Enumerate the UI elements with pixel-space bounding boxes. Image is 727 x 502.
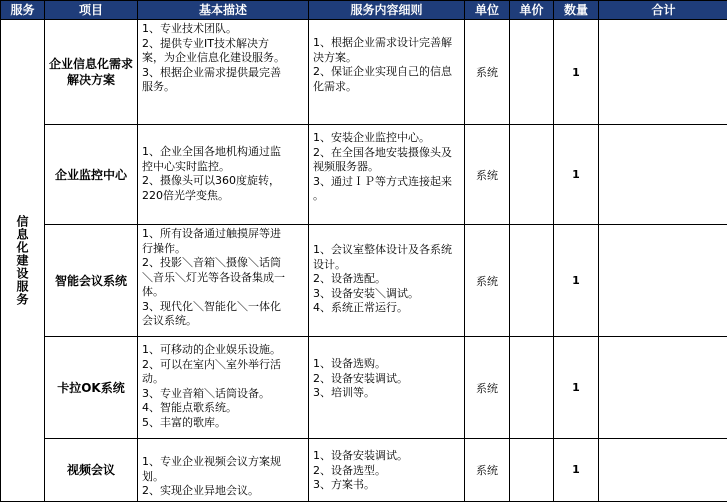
header-price: 单价	[510, 1, 554, 20]
text-line: 1、设备选购。	[313, 357, 461, 372]
text-line: 2、设备安装调试。	[313, 372, 461, 387]
header-quantity: 数量	[554, 1, 599, 20]
text-line: 5、丰富的歌库。	[142, 416, 305, 431]
text-line: 3、根据企业需求提供最完善	[142, 66, 305, 81]
text-line: 3、专业音箱＼话筒设备。	[142, 387, 305, 402]
text-line: 会议系统。	[142, 314, 305, 329]
quantity-cell: 1	[554, 125, 599, 225]
item-cell: 企业监控中心	[45, 125, 138, 225]
table-row	[1, 337, 727, 439]
table-row	[1, 20, 727, 125]
text-line: 2、在全国各地安装摄像头及	[313, 146, 461, 161]
text-line: 2、保证企业实现自己的信息	[313, 65, 461, 80]
header-item: 项目	[45, 1, 138, 20]
price-cell	[510, 125, 554, 225]
text-line: ＼音乐＼灯光等各设备集成一	[142, 271, 305, 286]
text-line: 1、安装企业监控中心。	[313, 131, 461, 146]
text-line: 1、会议室整体设计及各系统	[313, 243, 461, 258]
header-unit: 单位	[465, 1, 510, 20]
text-line: 行操作。	[142, 242, 305, 257]
details-cell	[309, 439, 465, 502]
total-cell	[599, 125, 727, 225]
price-cell	[510, 439, 554, 502]
unit-cell: 系统	[465, 20, 510, 125]
unit-cell: 系统	[465, 439, 510, 502]
text-line: 220倍光学变焦。	[142, 189, 305, 204]
text-line: 4、系统正常运行。	[313, 301, 461, 316]
text-line: 3、通过ＩＰ等方式连接起来	[313, 175, 461, 190]
text-line: 1、专业技术团队。	[142, 22, 305, 37]
price-cell	[510, 225, 554, 337]
text-line: 1、企业全国各地机构通过监	[142, 145, 305, 160]
text-line: 1、专业企业视频会议方案规	[142, 455, 305, 470]
text-line: 案，为企业信息化建设服务。	[142, 51, 305, 66]
description-cell	[138, 20, 309, 125]
text-line: 决方案。	[313, 51, 461, 66]
text-line: 3、现代化＼智能化＼一体化	[142, 300, 305, 315]
quantity-cell: 1	[554, 439, 599, 502]
text-line: 视频服务器。	[313, 160, 461, 175]
text-line: 。	[313, 189, 461, 204]
total-cell	[599, 20, 727, 125]
service-label: 信息化建设服务	[14, 215, 31, 306]
text-line: 4、智能点歌系统。	[142, 401, 305, 416]
total-cell	[599, 225, 727, 337]
header-row	[1, 1, 727, 20]
price-cell	[510, 20, 554, 125]
text-line: 体。	[142, 285, 305, 300]
description-cell	[138, 125, 309, 225]
table-row	[1, 125, 727, 225]
service-cell	[1, 20, 45, 502]
item-cell: 企业信息化需求解决方案	[45, 20, 138, 125]
text-line: 1、根据企业需求设计完善解	[313, 36, 461, 51]
text-line: 2、摄像头可以360度旋转，	[142, 174, 305, 189]
text-line: 动。	[142, 372, 305, 387]
text-line: 化需求。	[313, 80, 461, 95]
table-row	[1, 439, 727, 502]
quantity-cell: 1	[554, 20, 599, 125]
details-cell	[309, 125, 465, 225]
text-line: 2、实现企业异地会议。	[142, 484, 305, 499]
item-cell: 卡拉OK系统	[45, 337, 138, 439]
text-line: 3、设备安装＼调试。	[313, 287, 461, 302]
header-total: 合计	[599, 1, 727, 20]
text-line: 划。	[142, 470, 305, 485]
unit-cell: 系统	[465, 125, 510, 225]
text-line: 1、可移动的企业娱乐设施。	[142, 343, 305, 358]
total-cell	[599, 439, 727, 502]
quantity-cell: 1	[554, 225, 599, 337]
text-line: 设计。	[313, 258, 461, 273]
item-cell: 智能会议系统	[45, 225, 138, 337]
total-cell	[599, 337, 727, 439]
unit-cell: 系统	[465, 337, 510, 439]
header-description: 基本描述	[138, 1, 309, 20]
text-line: 服务。	[142, 80, 305, 95]
description-cell	[138, 225, 309, 337]
details-cell	[309, 337, 465, 439]
unit-cell: 系统	[465, 225, 510, 337]
text-line: 2、设备选型。	[313, 464, 461, 479]
text-line: 1、设备安装调试。	[313, 449, 461, 464]
details-cell	[309, 20, 465, 125]
text-line: 2、提供专业IT技术解决方	[142, 37, 305, 52]
text-line: 控中心实时监控。	[142, 160, 305, 175]
quantity-cell: 1	[554, 337, 599, 439]
details-cell	[309, 225, 465, 337]
description-cell	[138, 439, 309, 502]
price-cell	[510, 337, 554, 439]
table-row	[1, 225, 727, 337]
description-cell	[138, 337, 309, 439]
text-line: 2、可以在室内＼室外举行活	[142, 358, 305, 373]
text-line: 2、设备选配。	[313, 272, 461, 287]
text-line: 2、投影＼音箱＼摄像＼话筒	[142, 256, 305, 271]
text-line: 3、方案书。	[313, 478, 461, 493]
text-line: 3、培训等。	[313, 386, 461, 401]
text-line: 1、所有设备通过触摸屏等进	[142, 227, 305, 242]
item-cell: 视频会议	[45, 439, 138, 502]
header-details: 服务内容细则	[309, 1, 465, 20]
header-service: 服务	[1, 1, 45, 20]
